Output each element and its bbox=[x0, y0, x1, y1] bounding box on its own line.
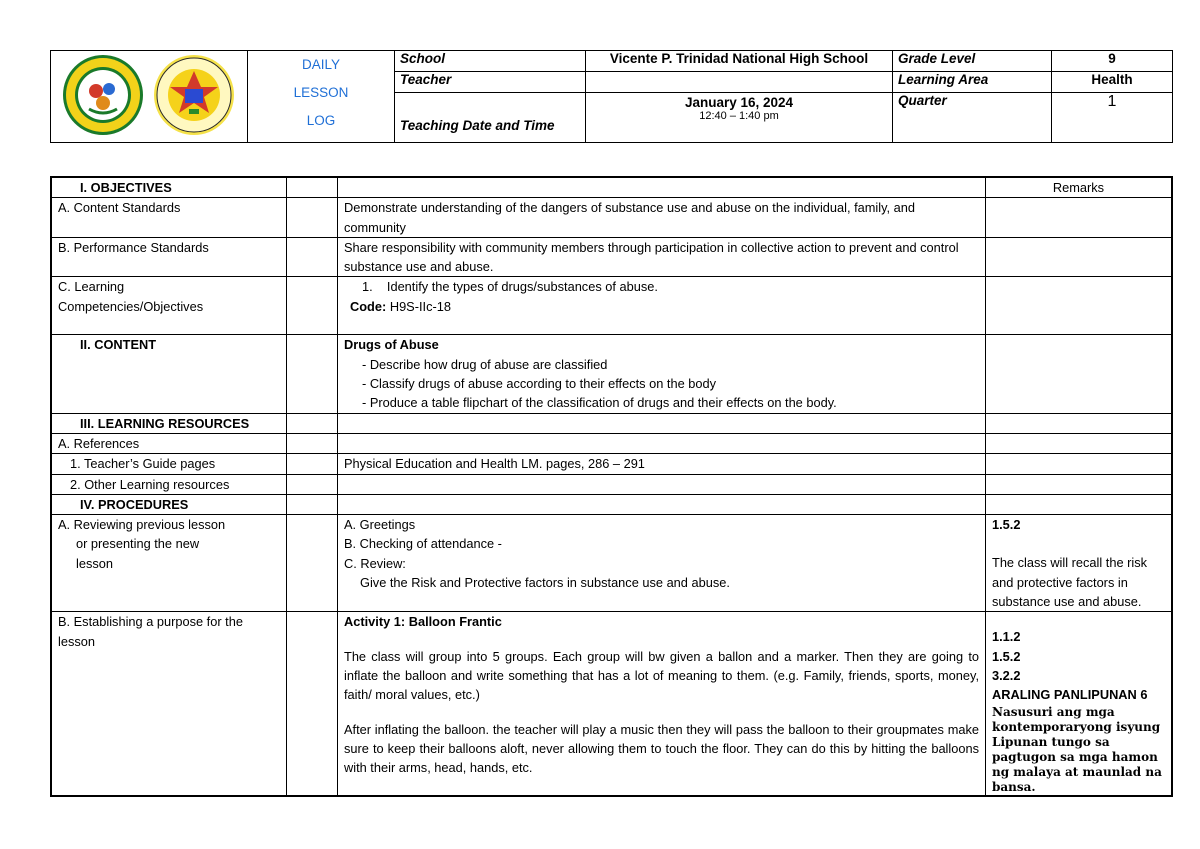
table-row bbox=[51, 277, 1172, 335]
table-row bbox=[51, 413, 1172, 433]
content-standards-text: Demonstrate understanding of the dangers of substance use and abuse on the individual, family, and community bbox=[338, 198, 986, 238]
school-value: Vicente P. Trinidad National High School bbox=[586, 51, 893, 72]
reviewing-label-line: A. Reviewing previous lesson bbox=[58, 517, 226, 533]
teacher-value bbox=[586, 71, 893, 92]
performance-standards-label: B. Performance Standards bbox=[51, 237, 287, 277]
procedures-heading: IV. PROCEDURES bbox=[51, 494, 287, 514]
content-item: - Produce a table flipchart of the classification of drugs and their effects on the body. bbox=[362, 395, 837, 411]
table-row bbox=[51, 454, 1172, 474]
competencies-text bbox=[338, 277, 986, 335]
logos-cell bbox=[51, 51, 248, 143]
code-value: H9S-IIc-18 bbox=[386, 298, 451, 314]
lesson-table bbox=[50, 176, 1173, 797]
competencies-label bbox=[51, 277, 287, 335]
grade-label: Grade Level bbox=[893, 51, 1052, 72]
table-row bbox=[51, 237, 1172, 277]
remark-code: 1.1.2 bbox=[992, 629, 1021, 645]
remark-code: 1.5.2 bbox=[992, 517, 1021, 533]
learning-area-value: Health bbox=[1052, 71, 1173, 92]
division-logo-icon bbox=[63, 55, 143, 135]
content-heading: II. CONTENT bbox=[51, 335, 287, 413]
school-logo-icon bbox=[154, 55, 234, 135]
table-row bbox=[51, 177, 1172, 198]
procedure-line: A. Greetings bbox=[344, 517, 416, 533]
competencies-label-line: C. Learning bbox=[58, 279, 125, 295]
subject-title: ARALING PANLIPUNAN 6 bbox=[992, 687, 1148, 703]
purpose-label: B. Establishing a purpose for the lesson bbox=[51, 612, 287, 796]
competency-item: 1. Identify the types of drugs/substances of abuse. bbox=[362, 279, 658, 295]
content-item: - Classify drugs of abuse according to their effects on the body bbox=[362, 376, 717, 392]
content-standards-label: A. Content Standards bbox=[51, 198, 287, 238]
content-text bbox=[338, 335, 986, 413]
grade-value: 9 bbox=[1052, 51, 1173, 72]
reviewing-label bbox=[51, 515, 287, 612]
table-row bbox=[51, 433, 1172, 453]
reviewing-label-line: or presenting the new bbox=[76, 536, 200, 552]
content-item: - Describe how drug of abuse are classified bbox=[362, 356, 608, 372]
competencies-label-line: Competencies/Objectives bbox=[58, 298, 204, 314]
table-row bbox=[51, 612, 1172, 796]
school-logos bbox=[51, 51, 247, 139]
purpose-text bbox=[338, 612, 986, 796]
purpose-remarks bbox=[986, 612, 1173, 796]
table-row bbox=[51, 494, 1172, 514]
objectives-heading: I. OBJECTIVES bbox=[51, 177, 287, 198]
remarks-header: Remarks bbox=[986, 177, 1173, 198]
table-row bbox=[51, 198, 1172, 238]
procedure-line: B. Checking of attendance - bbox=[344, 536, 502, 552]
procedure-line: C. Review: bbox=[344, 555, 406, 571]
quarter-value: 1 bbox=[1052, 92, 1173, 142]
reviewing-remarks bbox=[986, 515, 1173, 612]
title-line: LESSON bbox=[293, 85, 349, 100]
activity-paragraph: After inflating the balloon. the teacher will play a music then they will pass the balloon to their groupmates make sure to keep their balloons aloft, never allowing them to touch the floor. They can do this by hitting the balloons with their arms, head, hands, etc. bbox=[344, 721, 979, 776]
other-resources-label: 2. Other Learning resources bbox=[51, 474, 287, 494]
performance-standards-text: Share responsibility with community members through participation in collective action to prevent and control substance use and abuse. bbox=[338, 237, 986, 277]
procedure-line: Give the Risk and Protective factors in substance use and abuse. bbox=[360, 575, 730, 591]
resources-heading: III. LEARNING RESOURCES bbox=[51, 413, 287, 433]
header-table bbox=[50, 50, 1173, 143]
remark-text: The class will recall the risk and protective factors in substance use and abuse. bbox=[992, 555, 1148, 610]
table-row bbox=[51, 335, 1172, 413]
activity-paragraph: The class will group into 5 groups. Each group will bw given a ballon and a marker. Then they are going to inflate the balloon and write something that has a lot of meaning to them. (e.g. Family, friends, sports, money, faith/ moral values, etc.) bbox=[344, 648, 979, 703]
references-label: A. References bbox=[51, 433, 287, 453]
reviewing-text bbox=[338, 515, 986, 612]
subject-text: Nasusuri ang mga kontemporaryong isyung Lipunan tungo sa pagtugon sa mga hamon ng malaya at maunlad na bansa. bbox=[992, 704, 1162, 794]
reviewing-label-line: lesson bbox=[76, 555, 113, 571]
title-line: DAILY bbox=[301, 57, 340, 72]
teachers-guide-value: Physical Education and Health LM. pages, 286 – 291 bbox=[338, 454, 986, 474]
teacher-label: Teacher bbox=[395, 71, 586, 92]
content-topic: Drugs of Abuse bbox=[344, 337, 439, 353]
activity-title: Activity 1: Balloon Frantic bbox=[344, 614, 502, 630]
date-value: January 16, 2024 bbox=[684, 94, 794, 110]
remark-code: 3.2.2 bbox=[992, 667, 1021, 683]
quarter-label: Quarter bbox=[893, 92, 1052, 142]
table-row bbox=[51, 474, 1172, 494]
remark-code: 1.5.2 bbox=[992, 648, 1021, 664]
date-label: Teaching Date and Time bbox=[395, 92, 586, 142]
teachers-guide-label: 1. Teacher’s Guide pages bbox=[51, 454, 287, 474]
code-label: Code: bbox=[350, 298, 387, 314]
learning-area-label: Learning Area bbox=[893, 71, 1052, 92]
time-value: 12:40 – 1:40 pm bbox=[699, 109, 779, 122]
daily-lesson-log-title bbox=[248, 51, 395, 143]
title-line: LOG bbox=[306, 113, 336, 128]
date-time-cell bbox=[586, 92, 893, 142]
table-row bbox=[51, 515, 1172, 612]
school-label: School bbox=[395, 51, 586, 72]
